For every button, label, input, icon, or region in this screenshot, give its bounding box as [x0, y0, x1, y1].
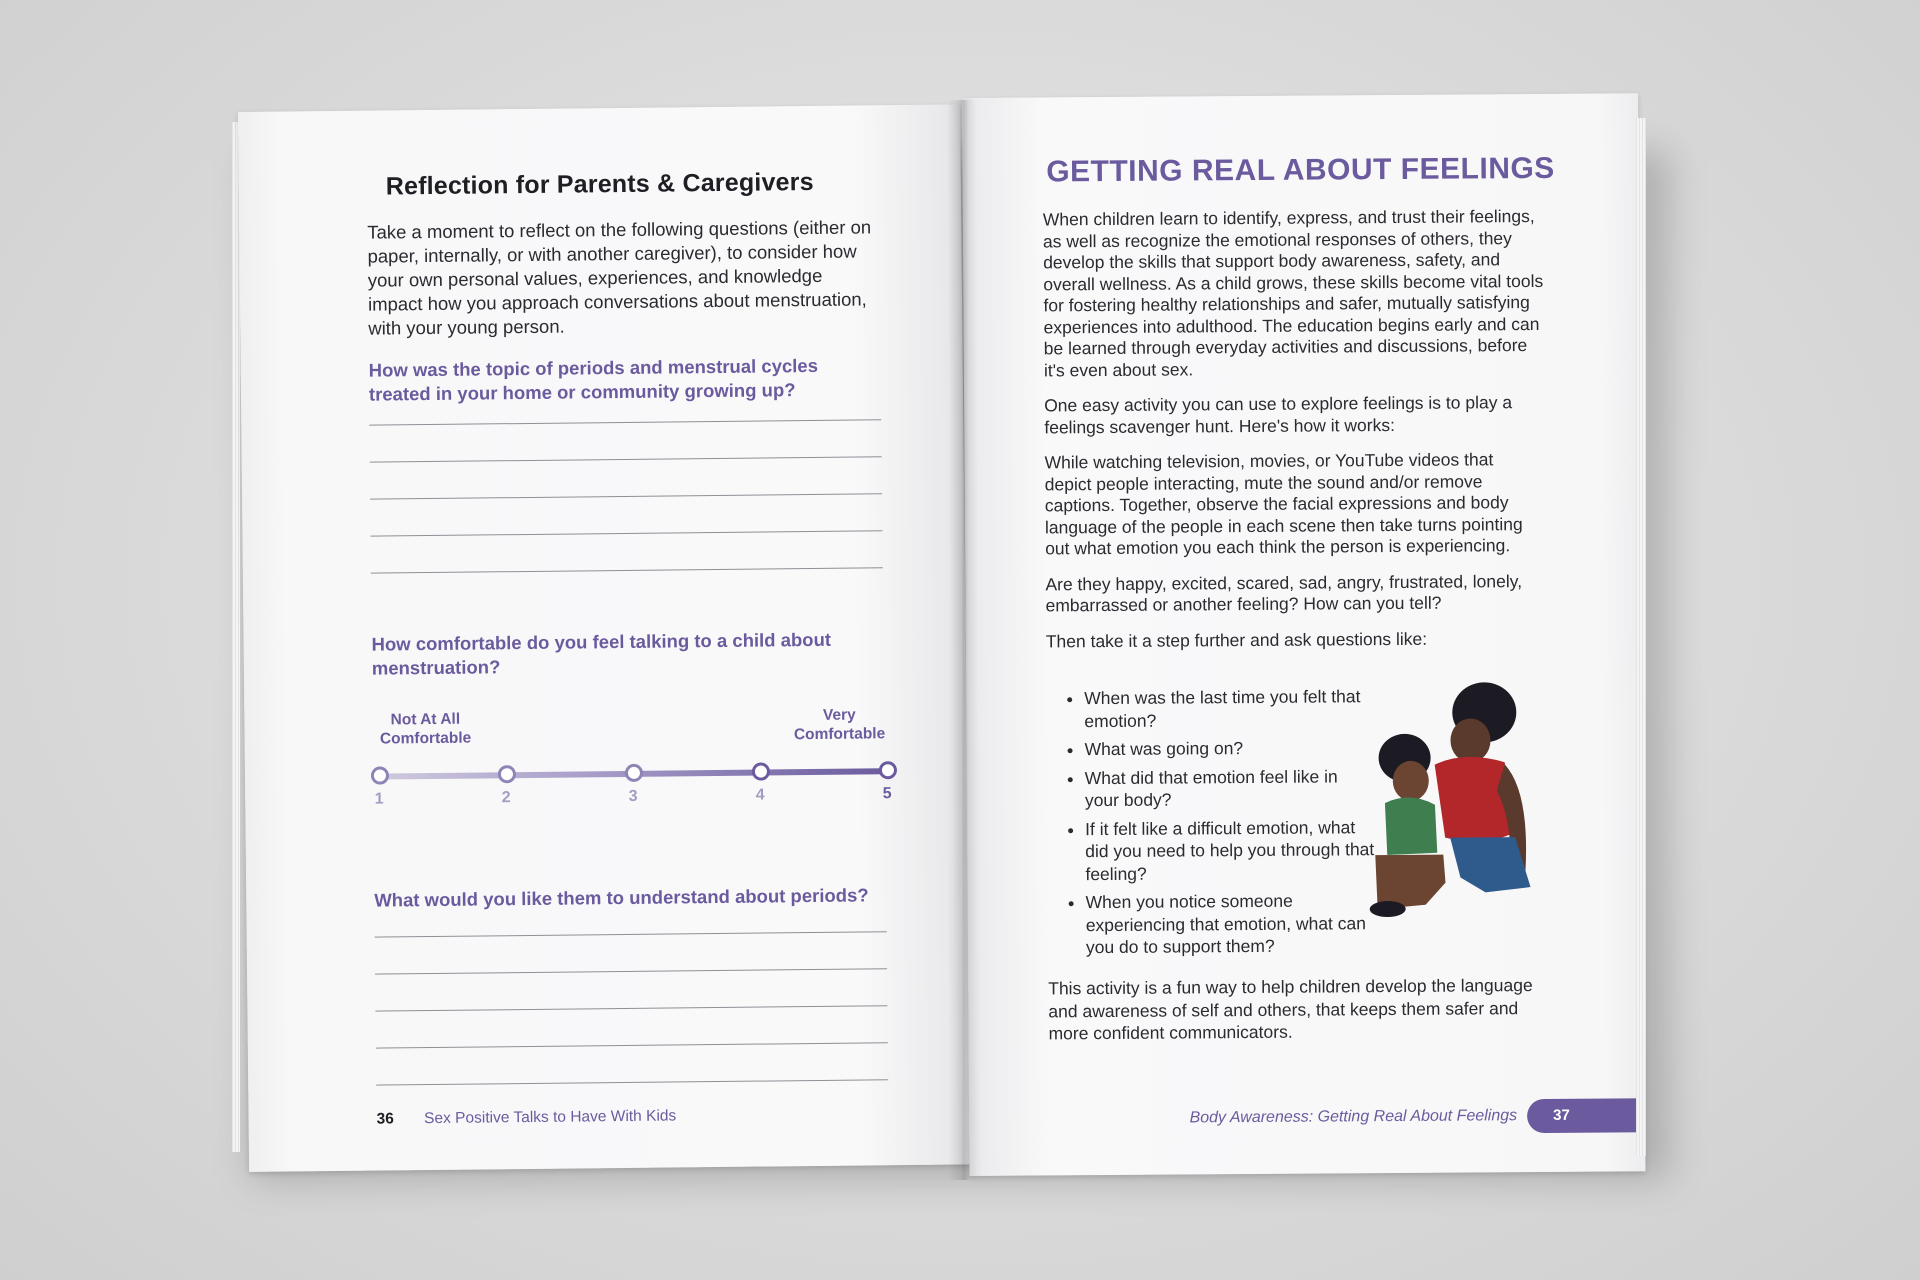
paragraph: While watching television, movies, or YouTube videos that depict people interacting, mute the sound and/or remove captions. Together, observe the facial expressions and body language of the people in each scene then take turns pointing out what emotion you each think the person is experiencing.	[1044, 449, 1523, 559]
answer-line[interactable]	[369, 420, 881, 462]
left-page	[238, 104, 971, 1172]
right-footer	[1189, 1098, 1645, 1135]
paragraph: When children learn to identify, express, and trust their feelings, as well as recognize the emotional responses of others, they develop the skills that support body awareness, safety, and overall wellness. As a child grows, these skills become vital tools for fostering healthy relationships and safer, mutually satisfying experiences into adulthood. The education begins early and can be learned through everyday activities and discussions, before it's even about sex.	[1042, 206, 1544, 380]
scale-point-2[interactable]	[498, 765, 516, 783]
answer-lines-2[interactable]	[374, 895, 888, 1085]
question-understand-periods: What would you like them to understand about periods?	[374, 884, 869, 911]
child-face	[1393, 761, 1429, 801]
chapter-title: Body Awareness: Getting Real About Feelings	[1189, 1107, 1518, 1127]
answer-line[interactable]	[375, 932, 887, 974]
scale-high-label: Very Comfortable	[793, 706, 886, 744]
left-page-number: 36	[376, 1110, 394, 1128]
scale-low-label: Not At All Comfortable	[379, 710, 472, 748]
child-legs	[1375, 855, 1445, 909]
paragraph: Then take it a step further and ask questions like:	[1045, 628, 1428, 651]
book-title: Sex Positive Talks to Have With Kids	[424, 1107, 677, 1128]
right-page-number: 37	[1527, 1098, 1645, 1133]
answer-line[interactable]	[370, 531, 882, 573]
scale-point-3[interactable]	[625, 764, 643, 782]
scale-number-3: 3	[628, 787, 638, 805]
scale-number-4: 4	[755, 786, 765, 804]
list-item: • If it felt like a difficult emotion, what did you need to help you through that feeling?	[1085, 816, 1375, 886]
body-text	[1043, 206, 1546, 666]
answer-line[interactable]	[370, 494, 882, 536]
list-item: • When you notice someone experiencing that emotion, what can you do to support them?	[1086, 889, 1376, 959]
child-shirt	[1385, 797, 1437, 855]
comfort-scale[interactable]	[364, 705, 905, 811]
scale-number-2: 2	[501, 789, 511, 807]
answer-line[interactable]	[370, 457, 882, 499]
scale-point-5[interactable]	[879, 761, 897, 779]
page-title: Reflection for Parents & Caregivers	[385, 167, 814, 201]
right-page	[962, 93, 1646, 1176]
adult-face	[1450, 718, 1490, 762]
paragraph: One easy activity you can use to explore feelings is to play a feelings scavenger hunt. Here's how it works:	[1044, 392, 1513, 437]
paragraph: Are they happy, excited, scared, sad, angry, frustrated, lonely, embarrassed or another feeling? How can you tell?	[1045, 570, 1523, 616]
answer-line[interactable]	[375, 1006, 887, 1048]
answer-lines-1[interactable]	[369, 383, 883, 573]
question-periods-growing-up: How was the topic of periods and menstrual cycles treated in your home or community growing up?	[368, 354, 819, 405]
right-page-edges	[1636, 118, 1646, 1156]
closing-paragraph: This activity is a fun way to help children develop the language and awareness of self and others, that keeps them safer and more confident communicators.	[1048, 975, 1533, 1044]
scale-point-4[interactable]	[752, 762, 770, 780]
left-footer	[376, 1107, 676, 1128]
question-comfort-level: How comfortable do you feel talking to a child about menstruation?	[371, 628, 832, 679]
scale-number-5: 5	[882, 785, 892, 803]
parent-and-child-illustration	[1364, 672, 1546, 918]
list-item: • What did that emotion feel like in your body?	[1085, 765, 1375, 812]
child-shoe	[1370, 901, 1406, 917]
scale-number-1: 1	[374, 790, 384, 808]
answer-line[interactable]	[376, 1043, 888, 1085]
question-list	[1056, 685, 1376, 965]
answer-line[interactable]	[375, 969, 887, 1011]
intro-paragraph: Take a moment to reflect on the following questions (either on paper, internally, or with another caregiver), to consider how your own personal values, experiences, and knowledge impact how you approach conversations about menstruation, with your young person.	[367, 216, 872, 339]
list-item: • What was going on?	[1084, 736, 1374, 761]
answer-line[interactable]	[374, 895, 886, 937]
section-title: GETTING REAL ABOUT FEELINGS	[1046, 151, 1555, 189]
list-item: • When was the last time you felt that emotion?	[1084, 685, 1374, 732]
answer-line[interactable]	[369, 383, 881, 425]
scale-point-1[interactable]	[371, 766, 389, 784]
